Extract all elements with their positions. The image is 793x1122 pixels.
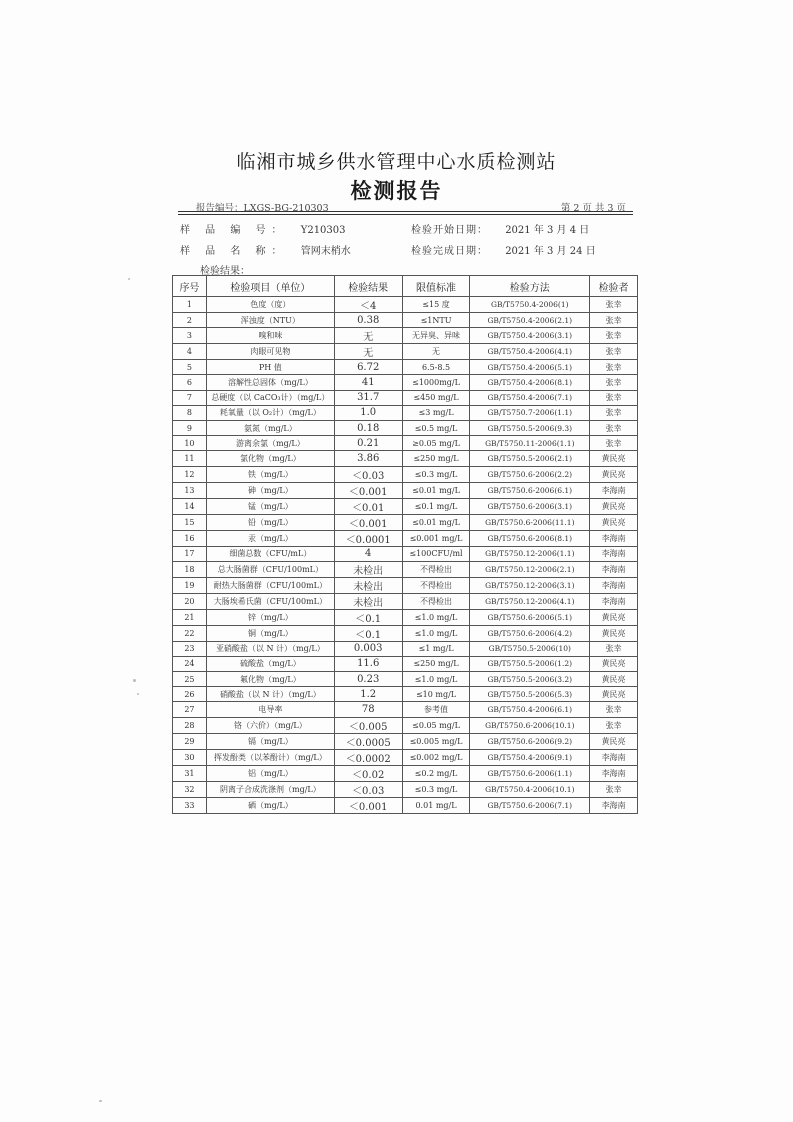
cell-tester: 张幸 xyxy=(590,420,638,435)
cell-standard: ≤0.002 mg/L xyxy=(402,749,470,765)
cell-method: GB/T5750.6-2006(8.1) xyxy=(470,530,590,546)
cell-result: ＜0.0002 xyxy=(334,749,402,765)
cell-standard: 不得检出 xyxy=(402,593,470,609)
cell-tester: 李海南 xyxy=(590,561,638,577)
cell-no: 24 xyxy=(173,656,207,671)
cell-item: 铬（六价）（mg/L） xyxy=(206,717,334,733)
cell-tester: 张幸 xyxy=(590,344,638,360)
cell-tester: 李海南 xyxy=(590,530,638,546)
results-section-label: 检验结果： xyxy=(200,266,250,277)
cell-tester: 张幸 xyxy=(590,360,638,375)
table-row xyxy=(173,375,638,390)
cell-method: GB/T5750.6-2006(5.1) xyxy=(470,609,590,625)
header-rule-top xyxy=(178,211,633,212)
cell-result: ＜0.0001 xyxy=(334,530,402,546)
end-date-label: 检验完成日期： xyxy=(411,246,488,257)
cell-method: GB/T5750.6-2006(2.2) xyxy=(470,466,590,482)
end-date-row xyxy=(411,242,596,257)
cell-result: 0.003 xyxy=(334,641,402,656)
cell-no: 23 xyxy=(173,641,207,656)
cell-tester: 张幸 xyxy=(590,436,638,451)
cell-no: 17 xyxy=(173,546,207,561)
cell-standard: ≤0.3 mg/L xyxy=(402,781,470,797)
cell-item: 耐热大肠菌群（CFU/100mL） xyxy=(206,577,334,593)
cell-item: 砷（mg/L） xyxy=(206,482,334,498)
cell-item: 铜（mg/L） xyxy=(206,625,334,641)
table-row xyxy=(173,405,638,420)
cell-result: ＜0.005 xyxy=(334,717,402,733)
cell-method: GB/T5750.6-2006(4.2) xyxy=(470,625,590,641)
header-no: 序号 xyxy=(173,276,207,297)
cell-item: 溶解性总固体（mg/L） xyxy=(206,375,334,390)
cell-method: GB/T5750.5-2006(3.2) xyxy=(470,672,590,687)
cell-no: 10 xyxy=(173,436,207,451)
cell-tester: 李海南 xyxy=(590,482,638,498)
cell-no: 14 xyxy=(173,498,207,514)
results-table xyxy=(172,275,638,814)
cell-no: 9 xyxy=(173,420,207,435)
cell-result: ＜0.001 xyxy=(334,797,402,813)
cell-tester: 李海南 xyxy=(590,546,638,561)
cell-result: ＜0.1 xyxy=(334,625,402,641)
cell-standard: ≤1NTU xyxy=(402,313,470,328)
cell-standard: ≤1 mg/L xyxy=(402,641,470,656)
cell-tester: 李海南 xyxy=(590,749,638,765)
cell-item: 氟化物（mg/L） xyxy=(206,672,334,687)
cell-method: GB/T5750.5-2006(2.1) xyxy=(470,451,590,466)
cell-item: 铝（mg/L） xyxy=(206,765,334,781)
start-date-row xyxy=(411,221,589,236)
cell-no: 4 xyxy=(173,344,207,360)
table-row xyxy=(173,593,638,609)
cell-result: 11.6 xyxy=(334,656,402,671)
cell-method: GB/T5750.7-2006(1.1) xyxy=(470,405,590,420)
table-row xyxy=(173,328,638,344)
scan-speck xyxy=(99,1100,102,1102)
cell-result: ＜0.001 xyxy=(334,514,402,530)
cell-standard: 不得检出 xyxy=(402,577,470,593)
cell-item: 氨氮（mg/L） xyxy=(206,420,334,435)
cell-result: ＜0.1 xyxy=(334,609,402,625)
cell-item: 亚硝酸盐（以 N 计）（mg/L） xyxy=(206,641,334,656)
cell-result: 0.38 xyxy=(334,313,402,328)
header-standard: 限值标准 xyxy=(402,276,470,297)
sample-no-row xyxy=(180,221,346,236)
cell-no: 29 xyxy=(173,733,207,749)
cell-result: 78 xyxy=(334,702,402,717)
cell-no: 2 xyxy=(173,313,207,328)
cell-item: 硝酸盐（以 N 计）（mg/L） xyxy=(206,687,334,702)
cell-no: 8 xyxy=(173,405,207,420)
cell-tester: 李海南 xyxy=(590,577,638,593)
cell-result: ＜0.03 xyxy=(334,466,402,482)
cell-result: 0.18 xyxy=(334,420,402,435)
cell-no: 25 xyxy=(173,672,207,687)
cell-standard: ≤1.0 mg/L xyxy=(402,625,470,641)
cell-method: GB/T5750.12-2006(1.1) xyxy=(470,546,590,561)
cell-method: GB/T5750.12-2006(4.1) xyxy=(470,593,590,609)
cell-method: GB/T5750.4-2006(4.1) xyxy=(470,344,590,360)
cell-standard: ≤0.005 mg/L xyxy=(402,733,470,749)
cell-no: 1 xyxy=(173,297,207,313)
table-row xyxy=(173,781,638,797)
cell-item: 硫酸盐（mg/L） xyxy=(206,656,334,671)
cell-item: 汞（mg/L） xyxy=(206,530,334,546)
results-table-body xyxy=(173,297,638,814)
cell-item: 镉（mg/L） xyxy=(206,733,334,749)
table-row xyxy=(173,514,638,530)
cell-standard: ≤15 度 xyxy=(402,297,470,313)
cell-method: GB/T5750.4-2006(2.1) xyxy=(470,313,590,328)
cell-standard: 无 xyxy=(402,344,470,360)
header-rule-bottom xyxy=(178,214,633,215)
cell-no: 6 xyxy=(173,375,207,390)
cell-item: 浑浊度（NTU） xyxy=(206,313,334,328)
cell-no: 11 xyxy=(173,451,207,466)
cell-no: 5 xyxy=(173,360,207,375)
header-method: 检验方法 xyxy=(470,276,590,297)
cell-result: ＜0.001 xyxy=(334,482,402,498)
cell-no: 27 xyxy=(173,702,207,717)
cell-tester: 黄民亮 xyxy=(590,514,638,530)
cell-item: PH 值 xyxy=(206,360,334,375)
cell-tester: 李海南 xyxy=(590,797,638,813)
cell-no: 22 xyxy=(173,625,207,641)
cell-no: 15 xyxy=(173,514,207,530)
cell-item: 硒（mg/L） xyxy=(206,797,334,813)
table-row xyxy=(173,797,638,813)
cell-no: 28 xyxy=(173,717,207,733)
cell-method: GB/T5750.4-2006(6.1) xyxy=(470,702,590,717)
cell-standard: ≤0.01 mg/L xyxy=(402,482,470,498)
cell-item: 总硬度（以 CaCO₃计）（mg/L） xyxy=(206,390,334,405)
document-title: 检测报告 xyxy=(350,179,443,203)
cell-item: 游离余氯（mg/L） xyxy=(206,436,334,451)
header-result: 检验结果 xyxy=(334,276,402,297)
cell-method: GB/T5750.4-2006(7.1) xyxy=(470,390,590,405)
table-row xyxy=(173,702,638,717)
cell-no: 31 xyxy=(173,765,207,781)
cell-item: 电导率 xyxy=(206,702,334,717)
scan-speck xyxy=(137,693,139,695)
cell-standard: ≤250 mg/L xyxy=(402,451,470,466)
report-number: 报告编号：LXGS-BG-210303 xyxy=(196,203,329,214)
cell-method: GB/T5750.5-2006(10) xyxy=(470,641,590,656)
cell-no: 32 xyxy=(173,781,207,797)
cell-tester: 张幸 xyxy=(590,375,638,390)
table-row xyxy=(173,672,638,687)
cell-method: GB/T5750.4-2006(8.1) xyxy=(470,375,590,390)
cell-tester: 黄民亮 xyxy=(590,466,638,482)
cell-result: ＜0.01 xyxy=(334,498,402,514)
cell-method: GB/T5750.12-2006(2.1) xyxy=(470,561,590,577)
cell-method: GB/T5750.4-2006(10.1) xyxy=(470,781,590,797)
cell-result: ＜0.02 xyxy=(334,765,402,781)
cell-no: 12 xyxy=(173,466,207,482)
cell-standard: ≤1.0 mg/L xyxy=(402,672,470,687)
table-row xyxy=(173,344,638,360)
cell-no: 20 xyxy=(173,593,207,609)
cell-result: 4 xyxy=(334,546,402,561)
table-row xyxy=(173,656,638,671)
cell-tester: 李海南 xyxy=(590,765,638,781)
cell-standard: ≥0.05 mg/L xyxy=(402,436,470,451)
cell-result: 无 xyxy=(334,344,402,360)
table-row xyxy=(173,717,638,733)
cell-standard: 参考值 xyxy=(402,702,470,717)
cell-tester: 张幸 xyxy=(590,313,638,328)
cell-no: 33 xyxy=(173,797,207,813)
cell-standard: ≤100CFU/ml xyxy=(402,546,470,561)
cell-standard: ≤0.001 mg/L xyxy=(402,530,470,546)
table-row xyxy=(173,577,638,593)
table-row xyxy=(173,765,638,781)
cell-item: 阴离子合成洗涤剂（mg/L） xyxy=(206,781,334,797)
cell-result: 1.2 xyxy=(334,687,402,702)
table-row xyxy=(173,561,638,577)
cell-method: GB/T5750.5-2006(9.3) xyxy=(470,420,590,435)
cell-item: 肉眼可见物 xyxy=(206,344,334,360)
cell-item: 锰（mg/L） xyxy=(206,498,334,514)
cell-item: 铅（mg/L） xyxy=(206,514,334,530)
cell-standard: 无异臭、异味 xyxy=(402,328,470,344)
scan-speck xyxy=(133,679,136,682)
cell-result: 41 xyxy=(334,375,402,390)
table-row xyxy=(173,498,638,514)
cell-tester: 黄民亮 xyxy=(590,625,638,641)
cell-result: 未检出 xyxy=(334,561,402,577)
cell-standard: ≤450 mg/L xyxy=(402,390,470,405)
table-row xyxy=(173,420,638,435)
table-row xyxy=(173,360,638,375)
cell-standard: 0.01 mg/L xyxy=(402,797,470,813)
cell-standard: 6.5-8.5 xyxy=(402,360,470,375)
cell-tester: 张幸 xyxy=(590,328,638,344)
cell-standard: ≤1000mg/L xyxy=(402,375,470,390)
cell-result: 6.72 xyxy=(334,360,402,375)
cell-result: 31.7 xyxy=(334,390,402,405)
cell-tester: 黄民亮 xyxy=(590,656,638,671)
start-date-value: 2021 年 3 月 4 日 xyxy=(505,225,590,236)
table-row xyxy=(173,297,638,313)
end-date-value: 2021 年 3 月 24 日 xyxy=(505,246,596,257)
cell-tester: 张幸 xyxy=(590,641,638,656)
page-title: 临湘市城乡供水管理中心水质检测站 xyxy=(236,151,557,173)
cell-no: 18 xyxy=(173,561,207,577)
table-header-row xyxy=(173,276,638,297)
cell-item: 铁（mg/L） xyxy=(206,466,334,482)
cell-tester: 张幸 xyxy=(590,297,638,313)
table-row xyxy=(173,641,638,656)
cell-standard: 不得检出 xyxy=(402,561,470,577)
table-row xyxy=(173,546,638,561)
cell-standard: ≤0.05 mg/L xyxy=(402,717,470,733)
cell-tester: 黄民亮 xyxy=(590,672,638,687)
cell-item: 大肠埃希氏菌（CFU/100mL） xyxy=(206,593,334,609)
cell-standard: ≤3 mg/L xyxy=(402,405,470,420)
table-row xyxy=(173,436,638,451)
cell-tester: 黄民亮 xyxy=(590,687,638,702)
cell-tester: 张幸 xyxy=(590,702,638,717)
cell-standard: ≤0.2 mg/L xyxy=(402,765,470,781)
table-row xyxy=(173,609,638,625)
table-row xyxy=(173,482,638,498)
table-row xyxy=(173,466,638,482)
cell-result: ＜0.0005 xyxy=(334,733,402,749)
cell-result: 1.0 xyxy=(334,405,402,420)
table-row xyxy=(173,390,638,405)
table-row xyxy=(173,313,638,328)
sample-no-label: 样 品 编 号： xyxy=(180,225,288,236)
cell-result: 0.21 xyxy=(334,436,402,451)
cell-method: GB/T5750.6-2006(7.1) xyxy=(470,797,590,813)
cell-standard: ≤250 mg/L xyxy=(402,656,470,671)
cell-item: 锌（mg/L） xyxy=(206,609,334,625)
cell-result: ＜0.03 xyxy=(334,781,402,797)
cell-method: GB/T5750.6-2006(11.1) xyxy=(470,514,590,530)
cell-result: 未检出 xyxy=(334,593,402,609)
cell-result: ＜4 xyxy=(334,297,402,313)
cell-method: GB/T5750.6-2006(3.1) xyxy=(470,498,590,514)
cell-method: GB/T5750.6-2006(1.1) xyxy=(470,765,590,781)
table-row xyxy=(173,625,638,641)
cell-method: GB/T5750.5-2006(1.2) xyxy=(470,656,590,671)
cell-item: 耗氧量（以 O₂计）（mg/L） xyxy=(206,405,334,420)
table-row xyxy=(173,749,638,765)
sample-name-value: 管网末梢水 xyxy=(300,246,351,257)
cell-tester: 黄民亮 xyxy=(590,733,638,749)
cell-method: GB/T5750.4-2006(9.1) xyxy=(470,749,590,765)
cell-tester: 张幸 xyxy=(590,717,638,733)
cell-tester: 张幸 xyxy=(590,781,638,797)
cell-method: GB/T5750.4-2006(3.1) xyxy=(470,328,590,344)
start-date-label: 检验开始日期： xyxy=(411,225,488,236)
header-item: 检验项目（单位） xyxy=(206,276,334,297)
cell-method: GB/T5750.12-2006(3.1) xyxy=(470,577,590,593)
cell-method: GB/T5750.4-2006(5.1) xyxy=(470,360,590,375)
cell-item: 细菌总数（CFU/mL） xyxy=(206,546,334,561)
cell-result: 未检出 xyxy=(334,577,402,593)
cell-no: 16 xyxy=(173,530,207,546)
cell-result: 0.23 xyxy=(334,672,402,687)
page-counter: 第 2 页 共 3 页 xyxy=(560,203,626,214)
cell-no: 19 xyxy=(173,577,207,593)
cell-tester: 黄民亮 xyxy=(590,451,638,466)
table-row xyxy=(173,733,638,749)
cell-standard: ≤0.5 mg/L xyxy=(402,420,470,435)
table-row xyxy=(173,451,638,466)
table-row xyxy=(173,530,638,546)
sample-name-label: 样 品 名 称： xyxy=(180,246,288,257)
cell-tester: 张幸 xyxy=(590,405,638,420)
cell-item: 氯化物（mg/L） xyxy=(206,451,334,466)
cell-tester: 李海南 xyxy=(590,593,638,609)
cell-tester: 黄民亮 xyxy=(590,498,638,514)
cell-standard: ≤1.0 mg/L xyxy=(402,609,470,625)
cell-method: GB/T5750.6-2006(10.1) xyxy=(470,717,590,733)
cell-standard: ≤0.1 mg/L xyxy=(402,498,470,514)
cell-method: GB/T5750.4-2006(1) xyxy=(470,297,590,313)
cell-item: 嗅和味 xyxy=(206,328,334,344)
cell-method: GB/T5750.6-2006(9.2) xyxy=(470,733,590,749)
header-tester: 检验者 xyxy=(590,276,638,297)
sample-no-value: Y210303 xyxy=(300,225,346,236)
cell-standard: ≤0.01 mg/L xyxy=(402,514,470,530)
cell-tester: 黄民亮 xyxy=(590,609,638,625)
table-row xyxy=(173,687,638,702)
cell-no: 13 xyxy=(173,482,207,498)
cell-result: 3.86 xyxy=(334,451,402,466)
cell-item: 挥发酚类（以苯酚计）（mg/L） xyxy=(206,749,334,765)
cell-no: 21 xyxy=(173,609,207,625)
cell-tester: 张幸 xyxy=(590,390,638,405)
scan-speck xyxy=(128,278,130,280)
cell-method: GB/T5750.6-2006(6.1) xyxy=(470,482,590,498)
cell-no: 26 xyxy=(173,687,207,702)
cell-no: 30 xyxy=(173,749,207,765)
cell-method: GB/T5750.11-2006(1.1) xyxy=(470,436,590,451)
cell-no: 7 xyxy=(173,390,207,405)
cell-item: 色度（度） xyxy=(206,297,334,313)
cell-item: 总大肠菌群（CFU/100mL） xyxy=(206,561,334,577)
cell-result: 无 xyxy=(334,328,402,344)
cell-standard: ≤0.3 mg/L xyxy=(402,466,470,482)
cell-method: GB/T5750.5-2006(5.3) xyxy=(470,687,590,702)
cell-standard: ≤10 mg/L xyxy=(402,687,470,702)
cell-no: 3 xyxy=(173,328,207,344)
sample-name-row xyxy=(180,242,351,257)
